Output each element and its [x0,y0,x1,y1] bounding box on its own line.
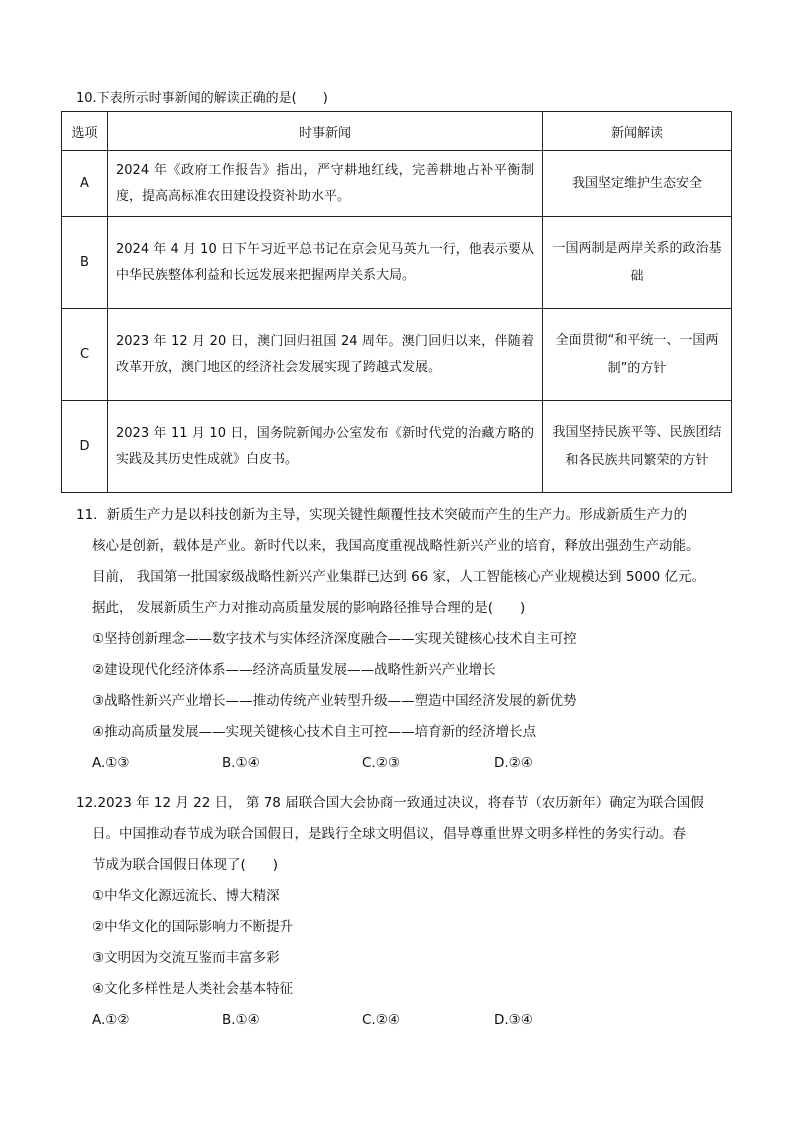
question-12-stem-line: 节成为联合国假日体现了( ) [92,857,279,873]
answer-choice-a: A.①③ [92,755,130,771]
statement-item: ②中华文化的国际影响力不断提升 [92,919,294,935]
news-table [61,111,732,493]
answer-choice-d: D.②④ [494,755,533,771]
statement-item: ③文明因为交流互鉴而丰富多彩 [92,950,280,966]
question-11 [76,500,705,779]
answer-choices [76,748,705,779]
table-row [62,151,732,217]
answer-choice-c: C.②③ [362,755,400,771]
question-12-stem-line: 日。中国推动春节成为联合国假日，是践行全球文明倡议，倡导尊重世界文明多样性的务实行动。春 [92,826,686,842]
question-12-stem-line: 12.2023 年 12 月 22 日， 第 78 届联合国大会协商一致通过决议，将春节（农历新年）确定为联合国假 [76,795,704,811]
header-interpretation: 新闻解读 [543,112,732,151]
answer-choice-b: B.①④ [222,1012,260,1028]
statement-item: ④文化多样性是人类社会基本特征 [92,981,294,997]
question-11-stem-line: 目前， 我国第一批国家级战略性新兴产业集群已达到 66 家，人工智能核心产业规模达到 5000 亿元。 [92,569,705,585]
answer-choices [76,1005,704,1036]
answer-choice-c: C.②④ [362,1012,400,1028]
interpretation-cell: 我国坚定维护生态安全 [543,151,732,217]
question-10-stem: 10.下表所示时事新闻的解读正确的是( ) [76,91,328,106]
answer-choice-b: B.①④ [222,755,260,771]
interpretation-cell: 全面贯彻“和平统一、一国两制”的方针 [543,309,732,401]
question-12 [76,788,704,1036]
statement-item: ③战略性新兴产业增长——推动传统产业转型升级——塑造中国经济发展的新优势 [92,693,577,709]
table-header-row [62,112,732,151]
statement-item: ④推动高质量发展——实现关键核心技术自主可控——培育新的经济增长点 [92,724,537,740]
news-cell: 2024 年《政府工作报告》指出，严守耕地红线，完善耕地占补平衡制度，提高高标准农田建设投资补助水平。 [108,151,543,217]
option-label: C [62,309,108,401]
option-label: D [62,401,108,493]
header-news: 时事新闻 [108,112,543,151]
table-row [62,309,732,401]
table-row [62,217,732,309]
statement-item: ①中华文化源远流长、博大精深 [92,888,280,904]
table-row [62,401,732,493]
option-label: A [62,151,108,217]
answer-choice-a: A.①② [92,1012,130,1028]
news-cell: 2023 年 12 月 20 日，澳门回归祖国 24 周年。澳门回归以来，伴随着改革开放，澳门地区的经济社会发展实现了跨越式发展。 [108,309,543,401]
question-11-stem-line: 11．新质生产力是以科技创新为主导，实现关键性颠覆性技术突破而产生的生产力。形成新质生产力的 [76,507,688,523]
statement-item: ②建设现代化经济体系——经济高质量发展——战略性新兴产业增长 [92,662,496,678]
answer-choice-d: D.③④ [494,1012,533,1028]
option-label: B [62,217,108,309]
header-option: 选项 [62,112,108,151]
statement-item: ①坚持创新理念——数字技术与实体经济深度融合——实现关键核心技术自主可控 [92,631,577,647]
interpretation-cell: 我国坚持民族平等、民族团结和各民族共同繁荣的方针 [543,401,732,493]
question-11-stem-line: 核心是创新，载体是产业。新时代以来，我国高度重视战略性新兴产业的培育，释放出强劲生产动能。 [92,538,700,554]
news-cell: 2023 年 11 月 10 日，国务院新闻办公室发布《新时代党的治藏方略的实践及其历史性成就》白皮书。 [108,401,543,493]
interpretation-cell: 一国两制是两岸关系的政治基础 [543,217,732,309]
question-11-stem-line: 据此， 发展新质生产力对推动高质量发展的影响路径推导合理的是( ) [92,600,526,616]
news-cell: 2024 年 4 月 10 日下午习近平总书记在京会见马英九一行，他表示要从中华民族整体利益和长远发展来把握两岸关系大局。 [108,217,543,309]
